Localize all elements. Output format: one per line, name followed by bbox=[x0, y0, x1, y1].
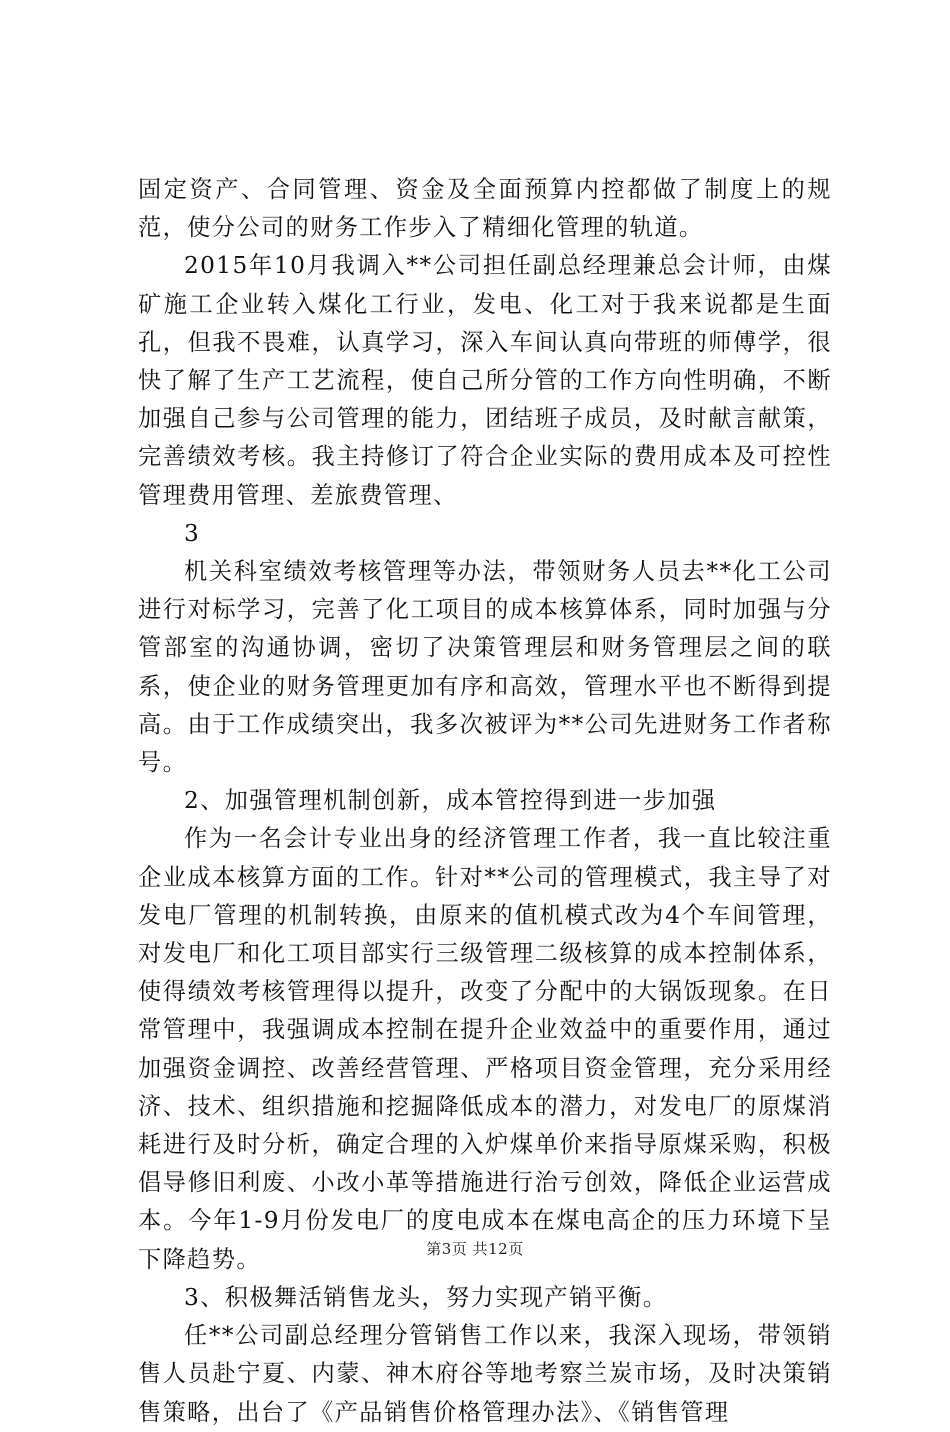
paragraph-2: 2015年10月我调入**公司担任副总经理兼总会计师，由煤矿施工企业转入煤化工行业，发电、化工对于我来说都是生面孔，但我不畏难，认真学习，深入车间认真向带班的师傅学，很快了解了生产工艺流程，使自己所分管的工作方向性明确，不断加强自己参与公司管理的能力，团结班子成员，及时献言献策，完善绩效考核。我主持修订了符合企业实际的费用成本及可控性管理费用管理、差旅费管理、 bbox=[138, 252, 832, 509]
page-footer: 第3页 共12页 bbox=[426, 1240, 524, 1258]
paragraph-5: 任**公司副总经理分管销售工作以来，我深入现场，带领销售人员赴宁夏、内蒙、神木府谷等地考察兰炭市场，及时决策销售策略，出台了《产品销售价格管理办法》、《销售管理 bbox=[138, 1322, 832, 1426]
section-heading-2: 2、加强管理机制创新，成本管控得到进一步加强 bbox=[184, 787, 717, 815]
section-heading-3: 3、积极舞活销售龙头，努力实现产销平衡。 bbox=[184, 1283, 668, 1311]
paragraph-4: 作为一名会计专业出身的经济管理工作者，我一直比较注重企业成本核算方面的工作。针对**公司的管理模式，我主导了对发电厂管理的机制转换，由原来的值机模式改为4个车间管理，对发电厂和化工项目部实行三级管理二级核算的成本控制体系，使得绩效考核管理得以提升，改变了分配中的大锅饭现象。在日常管理中，我强调成本控制在提升企业效益中的重要作用，通过加强资金调控、改善经营管理、严格项目资金管理，充分采用经济、技术、组织措施和挖掘降低成本的潜力，对发电厂的原煤消耗进行及时分析，确定合理的入炉煤单价来指导原煤采购，积极倡导修旧利废、小改小革等措施进行治亏创效，降低企业运营成本。今年1-9月份发电厂的度电成本在煤电高企的压力环境下呈下降趋势。 bbox=[138, 825, 832, 1273]
paragraph-1: 固定资产、合同管理、资金及全面预算内控都做了制度上的规范，使分公司的财务工作步入了精细化管理的轨道。 bbox=[138, 176, 832, 242]
page-number-marker: 3 bbox=[184, 519, 201, 547]
paragraph-3: 机关科室绩效考核管理等办法，带领财务人员去**化工公司进行对标学习，完善了化工项目的成本核算体系，同时加强与分管部室的沟通协调，密切了决策管理层和财务管理层之间的联系，使企业的财务管理更加有序和高效，管理水平也不断得到提高。由于工作成绩突出，我多次被评为**公司先进财务工作者称号。 bbox=[138, 558, 832, 777]
